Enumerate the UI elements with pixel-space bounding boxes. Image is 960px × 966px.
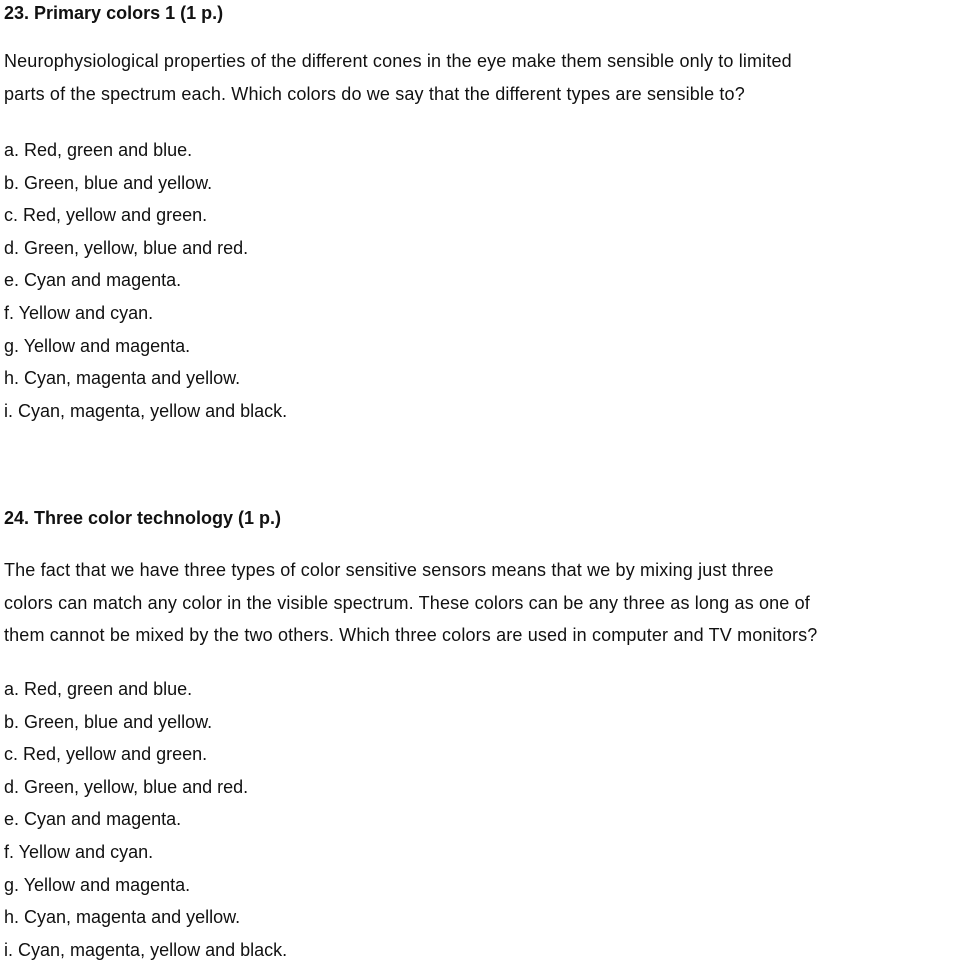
question-text-line: them cannot be mixed by the two others. Which three colors are used in computer and TV monitors? bbox=[4, 625, 818, 645]
answer-option-f: f. Yellow and cyan. bbox=[4, 841, 154, 862]
answer-options bbox=[4, 134, 287, 427]
question-text-line: The fact that we have three types of color sensitive sensors means that we by mixing just three bbox=[4, 560, 774, 580]
answer-option-e: e. Cyan and magenta. bbox=[4, 270, 182, 291]
question-text-line: Neurophysiological properties of the different cones in the eye make them sensible only to limited bbox=[4, 51, 792, 71]
question-text bbox=[4, 554, 817, 652]
answer-options bbox=[4, 673, 287, 966]
answer-option-a: a. Red, green and blue. bbox=[4, 140, 193, 160]
answer-option-g: g. Yellow and magenta. bbox=[4, 335, 191, 356]
question-text bbox=[4, 45, 792, 110]
answer-option-e: e. Cyan and magenta. bbox=[4, 809, 182, 830]
answer-option-h: h. Cyan, magenta and yellow. bbox=[4, 907, 241, 928]
question-text-line: parts of the spectrum each. Which colors do we say that the different types are sensible to? bbox=[4, 83, 745, 104]
question-24 bbox=[4, 507, 956, 960]
question-text-line: colors can match any color in the visible spectrum. These colors can be any three as long as one of bbox=[4, 592, 810, 613]
answer-option-d: d. Green, yellow, blue and red. bbox=[4, 237, 249, 258]
answer-option-i: i. Cyan, magenta, yellow and black. bbox=[4, 400, 288, 421]
answer-option-b: b. Green, blue and yellow. bbox=[4, 172, 213, 193]
answer-option-i: i. Cyan, magenta, yellow and black. bbox=[4, 939, 288, 960]
answer-option-h: h. Cyan, magenta and yellow. bbox=[4, 368, 241, 389]
answer-option-c: c. Red, yellow and green. bbox=[4, 205, 208, 226]
answer-option-f: f. Yellow and cyan. bbox=[4, 302, 154, 323]
answer-option-a: a. Red, green and blue. bbox=[4, 679, 193, 699]
question-title: 23. Primary colors 1 (1 p.) bbox=[4, 3, 224, 23]
question-23 bbox=[4, 2, 956, 421]
question-title: 24. Three color technology (1 p.) bbox=[4, 508, 282, 528]
answer-option-c: c. Red, yellow and green. bbox=[4, 744, 208, 765]
answer-option-d: d. Green, yellow, blue and red. bbox=[4, 776, 249, 797]
answer-option-b: b. Green, blue and yellow. bbox=[4, 711, 213, 732]
answer-option-g: g. Yellow and magenta. bbox=[4, 874, 191, 895]
